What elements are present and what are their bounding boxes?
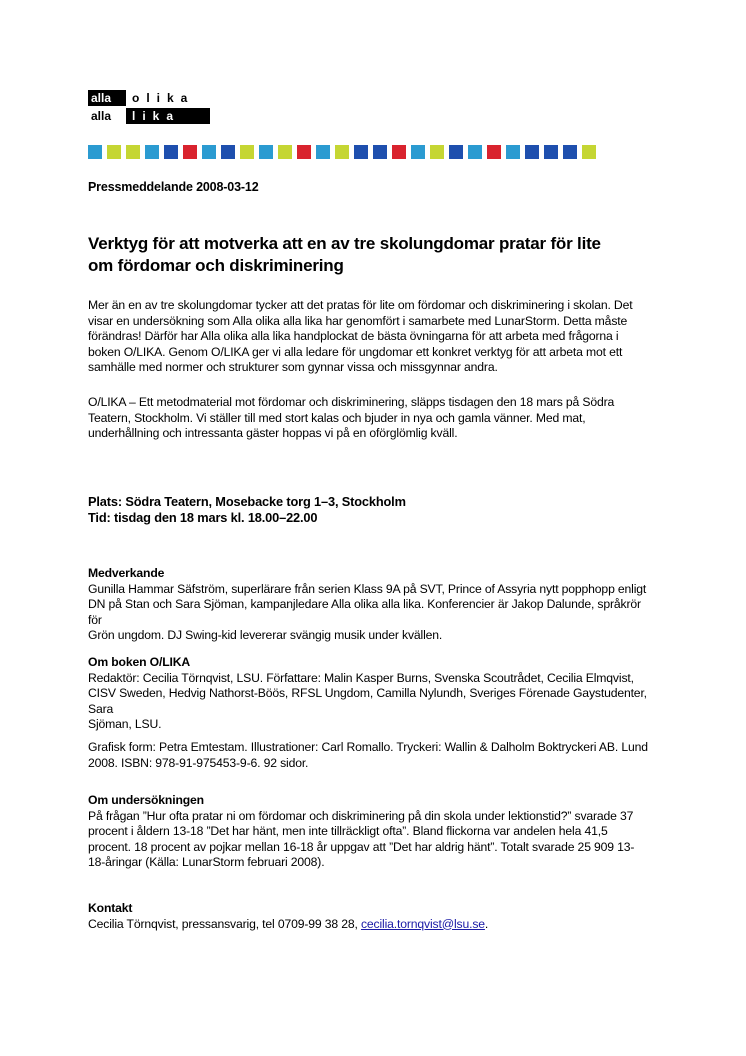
color-square [411, 145, 425, 159]
contact-text: Cecilia Törnqvist, pressansvarig, tel 0709-99 38 28, [88, 916, 361, 931]
logo-olika: olika [126, 90, 210, 106]
color-square [335, 145, 349, 159]
logo-alla-2: alla [88, 108, 126, 124]
color-square [126, 145, 140, 159]
text-line: underhållning och intressanta gäster hoppas vi på en oförglömlig kväll. [88, 426, 458, 440]
intro-paragraph [88, 298, 648, 376]
event-info [88, 494, 648, 526]
text-line: Grön ungdom. DJ Swing-kid levererar svängig musik under kvällen. [88, 628, 443, 642]
text-line: 18-åringar (Källa: LunarStorm februari 2008). [88, 855, 325, 869]
color-square [525, 145, 539, 159]
text-line: Gunilla Hammar Säfström, superlärare från serien Klass 9A på SVT, Prince of Assyria nytt popphopp enligt [88, 581, 647, 596]
text-line: Grafisk form: Petra Emtestam. Illustrationer: Carl Romallo. Tryckeri: Wallin & Dalholm Boktryckeri AB. Lund [88, 740, 648, 754]
text-line: procent i åldern 13-18 ”Det har hänt, men inte tillräckligt ofta”. Bland flickorna var andelen hela 41,5 [88, 824, 608, 838]
section-medverkande [88, 566, 648, 644]
color-square [468, 145, 482, 159]
text-line: Mer än en av tre skolungdomar tycker att det pratas för lite om fördomar och diskriminering i skolan. Det [88, 298, 633, 312]
color-square [449, 145, 463, 159]
color-square [164, 145, 178, 159]
text-line: O/LIKA – Ett metodmaterial mot fördomar och diskriminering, släpps tisdagen den 18 mars på Södra [88, 395, 615, 409]
section-grafisk-form [88, 740, 648, 771]
event-time: Tid: tisdag den 18 mars kl. 18.00–22.00 [88, 510, 318, 525]
text-line: visar en undersökning som Alla olika alla lika har genomfört i samarbete med LunarStorm. Detta måste [88, 313, 628, 328]
color-square [354, 145, 368, 159]
dateline: Pressmeddelande 2008-03-12 [88, 180, 259, 194]
color-square [392, 145, 406, 159]
logo [88, 90, 210, 126]
color-square [544, 145, 558, 159]
logo-row-2 [88, 108, 210, 124]
color-square [316, 145, 330, 159]
section-heading: Om boken O/LIKA [88, 655, 191, 669]
section-om-boken [88, 655, 648, 733]
text-line: Sjöman, LSU. [88, 717, 162, 731]
contact-end: . [484, 916, 489, 931]
color-squares [88, 145, 601, 159]
color-square [259, 145, 273, 159]
text-line: 2008. ISBN: 978-91-975453-9-6. 92 sidor. [88, 755, 309, 770]
logo-lika: lika [126, 108, 210, 124]
color-square [221, 145, 235, 159]
color-square [582, 145, 596, 159]
text-line: Teatern, Stockholm. Vi ställer till med stort kalas och bjuder in nya och gamla vänner. Med mat, [88, 410, 586, 425]
logo-row-1 [88, 90, 210, 106]
color-square [487, 145, 501, 159]
color-square [88, 145, 102, 159]
text-line: boken O/LIKA. Genom O/LIKA ger vi alla ledare för ungdomar ett konkret verktyg för att arbeta mot ett [88, 344, 623, 359]
section-heading: Medverkande [88, 566, 165, 580]
contact-email-link[interactable]: cecilia.tornqvist@lsu.se [360, 916, 485, 931]
section-om-undersokningen [88, 793, 648, 871]
release-paragraph [88, 395, 648, 442]
color-square [202, 145, 216, 159]
color-square [373, 145, 387, 159]
headline-line-1: Verktyg för att motverka att en av tre skolungdomar pratar för lite [88, 234, 601, 253]
text-line: På frågan ”Hur ofta pratar ni om fördomar och diskriminering på din skola under lektionstid?” svarade 37 [88, 808, 634, 823]
text-line: DN på Stan och Sara Sjöman, kampanjledare Alla olika alla lika. Konferencier är Jakop Dalunde, språkrör för [88, 597, 641, 627]
color-square [107, 145, 121, 159]
text-line: Redaktör: Cecilia Törnqvist, LSU. Författare: Malin Kasper Burns, Svenska Scoutrådet, Cecilia Elmqvist, [88, 670, 634, 685]
headline [88, 233, 658, 277]
color-square [145, 145, 159, 159]
color-square [506, 145, 520, 159]
text-line: procent. 18 procent av pojkar mellan 16-18 år uppgav att ”Det har aldrig hänt”. Totalt svarade 25 909 13- [88, 839, 635, 854]
text-line: CISV Sweden, Hedvig Nathorst-Böös, RFSL Ungdom, Camilla Nylundh, Sveriges Förenade Gaystudenter, Sara [88, 686, 647, 716]
logo-alla-1: alla [88, 90, 126, 106]
section-heading: Kontakt [88, 901, 133, 915]
text-line: förändras! Därför har Alla olika alla lika handplockat de bästa övningarna för att arbeta med frågorna i [88, 329, 619, 343]
color-square [183, 145, 197, 159]
text-line: samhälle med normer och strukturer som gynnar vissa och missgynnar andra. [88, 360, 498, 374]
contact-line [88, 917, 648, 933]
color-square [240, 145, 254, 159]
color-square [278, 145, 292, 159]
color-square [297, 145, 311, 159]
color-square [430, 145, 444, 159]
section-kontakt [88, 901, 648, 932]
section-heading: Om undersökningen [88, 793, 204, 807]
headline-line-2: om fördomar och diskriminering [88, 256, 344, 275]
color-square [563, 145, 577, 159]
event-place: Plats: Södra Teatern, Mosebacke torg 1–3, Stockholm [88, 494, 406, 509]
